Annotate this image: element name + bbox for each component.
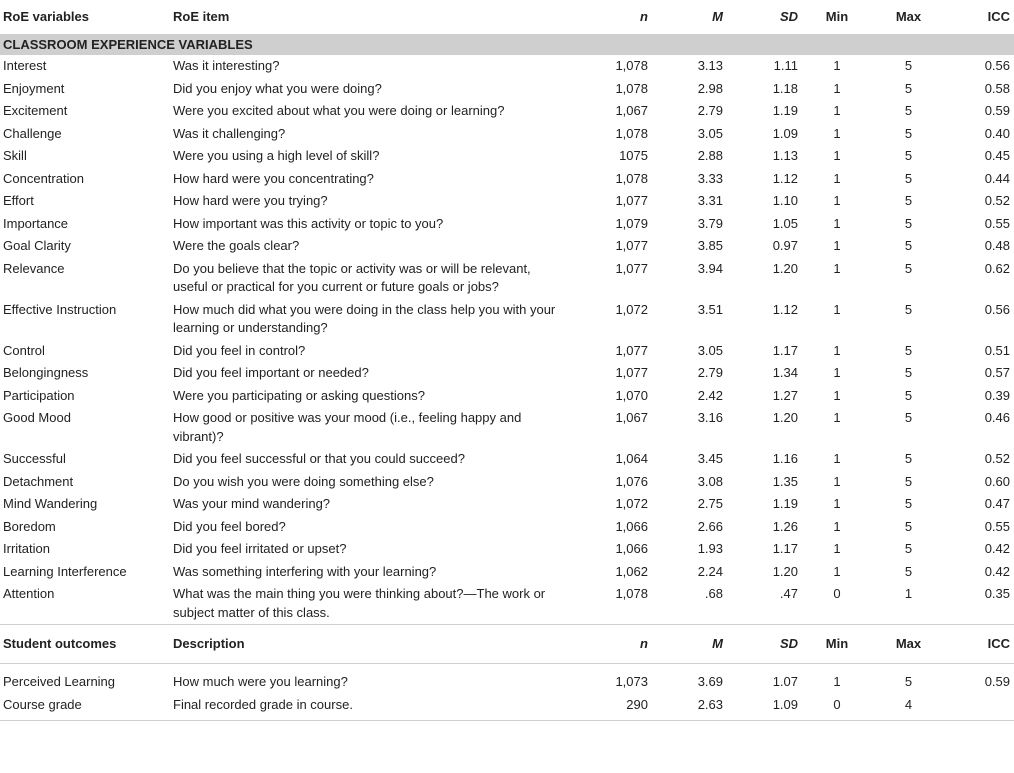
cell-variable: Goal Clarity — [3, 238, 71, 253]
cell-n: 1,070 — [615, 387, 648, 403]
cell-mean: 3.33 — [697, 170, 723, 186]
cell-n: 1,072 — [615, 496, 648, 511]
cell-min: 1 — [833, 193, 841, 208]
cell-variable: Concentration — [3, 170, 84, 186]
cell-mean: 3.94 — [697, 260, 723, 276]
header-roe-variables: RoE variables — [0, 0, 170, 35]
cell-mean: 3.79 — [697, 215, 723, 231]
outcomes-header-max: Max — [872, 625, 945, 664]
cell-max: 1 — [904, 586, 913, 601]
cell-item: Was it interesting? — [173, 58, 280, 73]
cell-sd: 1.26 — [772, 518, 798, 534]
cell-icc: 0.59 — [984, 674, 1010, 689]
table-row — [0, 664, 1014, 694]
cell-variable: Interest — [3, 58, 47, 73]
cell-max: 5 — [904, 473, 913, 489]
table-row — [0, 471, 1014, 494]
table-row — [0, 123, 1014, 146]
cell-min: 1 — [833, 103, 841, 118]
cell-item: Do you believe that the topic or activity was or will be relevant, useful or practical for you current or future goals or jobs? — [173, 260, 531, 294]
cell-mean: 1.93 — [697, 541, 723, 556]
table-row — [0, 407, 1014, 448]
table-row — [0, 190, 1014, 213]
cell-sd: 1.07 — [772, 674, 798, 689]
cell-mean: 3.85 — [697, 238, 723, 253]
cell-mean: 3.45 — [697, 451, 723, 466]
cell-max: 5 — [904, 387, 913, 403]
cell-max: 5 — [904, 103, 913, 118]
classroom-experience-body — [0, 35, 1014, 625]
table-row — [0, 213, 1014, 236]
header-n: n — [570, 0, 652, 35]
cell-min: 1 — [833, 496, 841, 511]
cell-n: 1,067 — [615, 410, 648, 425]
cell-icc: 0.62 — [984, 260, 1010, 276]
cell-n: 1,078 — [615, 170, 648, 186]
cell-icc: 0.52 — [984, 193, 1010, 208]
header-description: Description — [170, 625, 570, 664]
cell-n: 1,078 — [615, 80, 648, 96]
table-row — [0, 583, 1014, 625]
cell-icc: 0.48 — [984, 238, 1010, 253]
cell-sd: 1.09 — [772, 125, 798, 141]
table-row — [0, 385, 1014, 408]
outcomes-header-n: n — [570, 625, 652, 664]
cell-icc: 0.44 — [984, 170, 1010, 186]
cell-max: 5 — [904, 563, 913, 579]
cell-mean: 3.05 — [697, 125, 723, 141]
cell-mean: 2.24 — [697, 563, 723, 579]
cell-item: Was something interfering with your learning? — [173, 563, 437, 579]
cell-variable: Detachment — [3, 473, 74, 489]
cell-variable: Belongingness — [3, 365, 89, 380]
cell-min: 1 — [833, 170, 841, 186]
cell-variable: Successful — [3, 451, 66, 466]
cell-max: 5 — [904, 541, 913, 556]
cell-min: 1 — [833, 125, 841, 141]
cell-mean: .68 — [704, 586, 723, 601]
cell-max: 5 — [904, 148, 913, 163]
cell-icc: 0.59 — [984, 103, 1010, 118]
cell-sd: 1.11 — [773, 58, 798, 73]
cell-variable: Skill — [3, 148, 27, 163]
table-row — [0, 362, 1014, 385]
cell-n: 1,077 — [615, 365, 648, 380]
cell-mean: 3.31 — [697, 193, 723, 208]
cell-n: 1,066 — [615, 518, 648, 534]
cell-item: How important was this activity or topic to you? — [173, 215, 444, 231]
cell-min: 1 — [833, 365, 841, 380]
cell-n: 1,077 — [615, 193, 648, 208]
cell-min: 1 — [833, 80, 841, 96]
cell-sd: 1.34 — [772, 365, 798, 380]
cell-item: How much did what you were doing in the class help you with your learning or understanding? — [173, 301, 556, 335]
table-row — [0, 299, 1014, 340]
header-max: Max — [872, 0, 945, 35]
cell-max: 5 — [904, 496, 913, 511]
cell-n: 1,066 — [615, 541, 648, 556]
cell-n: 1,073 — [615, 674, 648, 689]
cell-icc: 0.42 — [984, 541, 1010, 556]
cell-sd: 1.18 — [772, 80, 798, 96]
cell-min: 1 — [833, 541, 841, 556]
cell-n: 1,064 — [615, 451, 648, 466]
header-m: M — [652, 0, 727, 35]
cell-sd: .47 — [779, 586, 798, 601]
table-row — [0, 235, 1014, 258]
header-roe-item: RoE item — [170, 0, 570, 35]
table-header-row — [0, 0, 1014, 35]
cell-n: 1,079 — [615, 215, 648, 231]
cell-n: 1,078 — [615, 58, 648, 73]
cell-icc: 0.56 — [984, 301, 1010, 317]
header-icc: ICC — [945, 0, 1014, 35]
cell-icc: 0.55 — [984, 518, 1010, 534]
cell-icc: 0.60 — [984, 473, 1010, 489]
cell-sd: 1.20 — [772, 563, 798, 579]
cell-max: 5 — [904, 410, 913, 425]
outcomes-header-m: M — [652, 625, 727, 664]
cell-min: 0 — [833, 586, 841, 601]
outcomes-header-min: Min — [802, 625, 872, 664]
cell-variable: Good Mood — [3, 410, 71, 425]
cell-item: Did you feel bored? — [173, 518, 286, 534]
cell-variable: Challenge — [3, 125, 62, 141]
header-sd: SD — [727, 0, 802, 35]
cell-n: 1,077 — [615, 260, 648, 276]
cell-item: How good or positive was your mood (i.e., feeling happy and vibrant)? — [173, 410, 522, 444]
table-row — [0, 561, 1014, 584]
cell-item: Do you wish you were doing something else? — [173, 473, 434, 489]
cell-min: 1 — [833, 301, 841, 317]
cell-n: 1,072 — [615, 301, 648, 317]
cell-variable: Course grade — [0, 694, 170, 721]
cell-max: 5 — [904, 238, 913, 253]
table-row — [0, 493, 1014, 516]
cell-item: Did you feel successful or that you could succeed? — [173, 451, 465, 466]
cell-icc — [945, 694, 1014, 721]
header-student-outcomes: Student outcomes — [0, 625, 170, 664]
cell-variable: Effort — [3, 193, 34, 208]
cell-n: 1,067 — [615, 103, 648, 118]
section-header-row — [0, 35, 1014, 56]
cell-variable: Participation — [3, 387, 75, 403]
table-row — [0, 340, 1014, 363]
table-row — [0, 145, 1014, 168]
cell-mean: 3.51 — [697, 301, 723, 317]
cell-mean: 3.69 — [697, 674, 723, 689]
cell-variable: Control — [3, 342, 45, 358]
cell-min: 1 — [833, 563, 841, 579]
cell-max: 5 — [904, 125, 913, 141]
cell-mean: 2.75 — [697, 496, 723, 511]
cell-mean: 2.79 — [697, 103, 723, 118]
cell-item: How much were you learning? — [173, 674, 348, 689]
cell-min: 0 — [802, 694, 872, 721]
cell-min: 1 — [833, 148, 841, 163]
cell-item: Was it challenging? — [173, 125, 286, 141]
cell-max: 4 — [872, 694, 945, 721]
cell-item: How hard were you concentrating? — [173, 170, 374, 186]
cell-sd: 1.09 — [727, 694, 802, 721]
cell-item: Were the goals clear? — [173, 238, 300, 253]
cell-item: What was the main thing you were thinking about?—The work or subject matter of this class. — [173, 586, 546, 620]
cell-min: 1 — [833, 410, 841, 425]
cell-n: 1,077 — [615, 238, 648, 253]
cell-min: 1 — [833, 674, 841, 689]
cell-sd: 1.17 — [772, 541, 798, 556]
cell-n: 1,077 — [615, 342, 648, 358]
cell-variable: Attention — [3, 586, 55, 601]
cell-sd: 1.19 — [772, 103, 798, 118]
cell-item: Did you feel important or needed? — [173, 365, 369, 380]
cell-n: 290 — [570, 694, 652, 721]
table-row — [0, 100, 1014, 123]
cell-icc: 0.57 — [984, 365, 1010, 380]
cell-mean: 2.42 — [697, 387, 723, 403]
cell-min: 1 — [833, 451, 841, 466]
cell-variable: Irritation — [3, 541, 50, 556]
cell-icc: 0.40 — [984, 125, 1010, 141]
cell-min: 1 — [833, 342, 841, 358]
cell-min: 1 — [833, 215, 841, 231]
cell-n: 1075 — [619, 148, 648, 163]
cell-item: Final recorded grade in course. — [170, 694, 570, 721]
cell-sd: 1.12 — [772, 170, 798, 186]
table-row — [0, 694, 1014, 721]
cell-variable: Importance — [3, 215, 69, 231]
cell-min: 1 — [833, 518, 841, 534]
cell-max: 5 — [904, 301, 913, 317]
cell-item: Were you participating or asking questions? — [173, 387, 425, 403]
cell-sd: 1.13 — [772, 148, 798, 163]
cell-icc: 0.55 — [984, 215, 1010, 231]
cell-icc: 0.45 — [984, 148, 1010, 163]
cell-mean: 3.08 — [697, 473, 723, 489]
table-row — [0, 448, 1014, 471]
cell-icc: 0.58 — [984, 80, 1010, 96]
cell-sd: 1.20 — [772, 260, 798, 276]
cell-max: 5 — [904, 674, 913, 689]
table-row — [0, 538, 1014, 561]
cell-n: 1,076 — [615, 473, 648, 489]
cell-min: 1 — [833, 387, 841, 403]
cell-max: 5 — [904, 215, 913, 231]
cell-mean: 2.98 — [697, 80, 723, 96]
cell-max: 5 — [904, 518, 913, 534]
cell-sd: 1.05 — [772, 215, 798, 231]
cell-max: 5 — [904, 342, 913, 358]
cell-icc: 0.42 — [984, 563, 1010, 579]
cell-n: 1,078 — [615, 125, 648, 141]
cell-icc: 0.47 — [984, 496, 1010, 511]
cell-max: 5 — [904, 193, 913, 208]
cell-item: Did you feel in control? — [173, 342, 306, 358]
cell-n: 1,062 — [615, 563, 648, 579]
cell-item: Did you enjoy what you were doing? — [173, 80, 382, 96]
cell-variable: Learning Interference — [3, 563, 127, 579]
table-row — [0, 516, 1014, 539]
cell-min: 1 — [833, 58, 841, 73]
cell-sd: 1.27 — [772, 387, 798, 403]
cell-sd: 1.12 — [772, 301, 798, 317]
cell-icc: 0.46 — [984, 410, 1010, 425]
table-row — [0, 168, 1014, 191]
outcomes-header-sd: SD — [727, 625, 802, 664]
cell-sd: 1.35 — [772, 473, 798, 489]
cell-item: Were you using a high level of skill? — [173, 148, 380, 163]
cell-sd: 1.16 — [772, 451, 798, 466]
cell-max: 5 — [904, 170, 913, 186]
cell-min: 1 — [833, 238, 841, 253]
cell-icc: 0.39 — [984, 387, 1010, 403]
cell-mean: 2.66 — [697, 518, 723, 534]
cell-sd: 1.20 — [772, 410, 798, 425]
cell-sd: 1.10 — [772, 193, 798, 208]
cell-mean: 2.79 — [697, 365, 723, 380]
table-row — [0, 78, 1014, 101]
cell-mean: 3.16 — [697, 410, 723, 425]
student-outcomes-body — [0, 625, 1014, 721]
cell-max: 5 — [904, 451, 913, 466]
cell-mean: 2.63 — [652, 694, 727, 721]
cell-item: Did you feel irritated or upset? — [173, 541, 347, 556]
cell-icc: 0.35 — [984, 586, 1010, 601]
cell-max: 5 — [904, 80, 913, 96]
cell-mean: 2.88 — [697, 148, 723, 163]
table-row — [0, 55, 1014, 78]
cell-variable: Effective Instruction — [3, 301, 117, 317]
cell-icc: 0.51 — [984, 342, 1010, 358]
cell-variable: Enjoyment — [3, 80, 65, 96]
outcomes-header-icc: ICC — [945, 625, 1014, 664]
cell-variable: Perceived Learning — [3, 674, 116, 689]
cell-sd: 0.97 — [772, 238, 798, 253]
cell-variable: Relevance — [3, 260, 65, 276]
cell-min: 1 — [833, 260, 841, 276]
table-row — [0, 258, 1014, 299]
cell-max: 5 — [904, 260, 913, 276]
cell-n: 1,078 — [615, 586, 648, 601]
cell-variable: Mind Wandering — [3, 496, 98, 511]
cell-icc: 0.52 — [984, 451, 1010, 466]
cell-variable: Boredom — [3, 518, 56, 534]
cell-max: 5 — [904, 58, 913, 73]
outcomes-header-row — [0, 625, 1014, 664]
cell-item: Were you excited about what you were doing or learning? — [173, 103, 505, 118]
cell-sd: 1.17 — [772, 342, 798, 358]
cell-item: How hard were you trying? — [173, 193, 328, 208]
cell-icc: 0.56 — [984, 58, 1010, 73]
cell-item: Was your mind wandering? — [173, 496, 331, 511]
cell-mean: 3.05 — [697, 342, 723, 358]
cell-variable: Excitement — [3, 103, 68, 118]
section-label: CLASSROOM EXPERIENCE VARIABLES — [0, 35, 1014, 56]
cell-mean: 3.13 — [697, 58, 723, 73]
header-min: Min — [802, 0, 872, 35]
cell-min: 1 — [833, 473, 841, 489]
cell-max: 5 — [904, 365, 913, 380]
cell-sd: 1.19 — [772, 496, 798, 511]
